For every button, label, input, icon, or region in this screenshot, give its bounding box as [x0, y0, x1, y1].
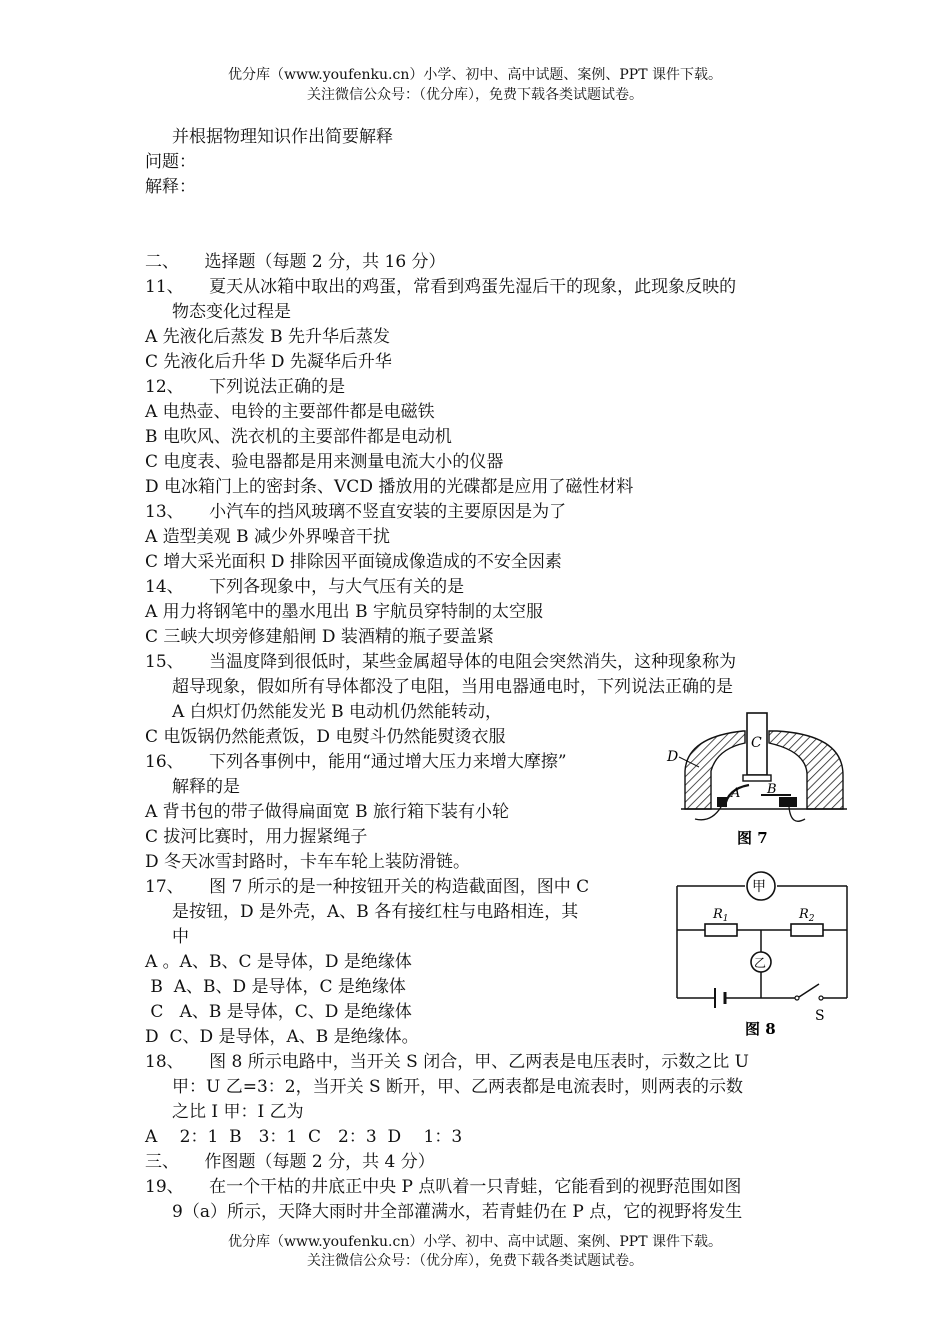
- q16-option-d: D 冬天冰雪封路时，卡车车轮上装防滑链。: [145, 852, 471, 872]
- q16-stem-cont: 解释的是: [172, 777, 240, 797]
- q11-stem-cont: 物态变化过程是: [172, 302, 291, 322]
- q12-stem: 12、 下列说法正确的是: [145, 377, 346, 397]
- q17-option-a: A 。A、B、C 是导体，D 是绝缘体: [145, 952, 412, 972]
- button-base: [743, 775, 771, 781]
- q12-option-d: D 电冰箱门上的密封条、VCD 播放用的光碟都是应用了磁性材料: [145, 477, 634, 497]
- q17-option-c: C A、B 是导体，C、D 是绝缘体: [145, 1002, 412, 1022]
- r2-label: $R_2$: [799, 907, 815, 924]
- footer-line-2: 关注微信公众号：（优分库），免费下载各类试题试卷。: [307, 1253, 643, 1269]
- q11-stem: 11、 夏天从冰箱中取出的鸡蛋，常看到鸡蛋先湿后干的现象，此现象反映的: [145, 277, 737, 297]
- q14-stem: 14、 下列各现象中，与大气压有关的是: [145, 577, 465, 597]
- q15-stem: 15、 当温度降到很低时，某些金属超导体的电阻会突然消失，这种现象称为: [145, 652, 737, 672]
- q13-options-ab: A 造型美观 B 减少外界噪音干扰: [145, 527, 390, 547]
- q15-options-cd: C 电饭锅仍然能煮饭，D 电熨斗仍然能熨烫衣服: [145, 727, 506, 747]
- q14-options-cd: C 三峡大坝旁修建船闸 D 装酒精的瓶子要盖紧: [145, 627, 494, 647]
- q14-options-ab: A 用力将钢笔中的墨水甩出 B 宇航员穿特制的太空服: [145, 602, 543, 622]
- resistor-r2: [791, 924, 823, 936]
- q13-options-cd: C 增大采光面积 D 排除因平面镜成像造成的不安全因素: [145, 552, 562, 572]
- figure-8-circuit: [665, 868, 865, 1038]
- terminal-a: [717, 797, 727, 807]
- q17-option-b: B A、B、D 是导体，C 是绝缘体: [145, 977, 406, 997]
- q16-stem: 16、 下列各事例中，能用“通过增大压力来增大摩擦”: [145, 752, 567, 772]
- q12-option-b: B 电吹风、洗衣机的主要部件都是电动机: [145, 427, 452, 447]
- label-c: C: [751, 735, 762, 751]
- switch-label: S: [815, 1008, 825, 1024]
- meter-jia-label: 甲: [752, 879, 766, 895]
- question-label: 问题：: [145, 152, 196, 172]
- q13-stem: 13、 小汽车的挡风玻璃不竖直安装的主要原因是为了: [145, 502, 567, 522]
- section-2-title: 二、 选择题（每题 2 分，共 16 分）: [145, 252, 446, 272]
- q15-options-ab: A 白炽灯仍然能发光 B 电动机仍然能转动，: [172, 702, 502, 722]
- q18-options: A 2：1 B 3：1 C 2：3 D 1：3: [145, 1127, 463, 1147]
- q12-option-c: C 电度表、验电器都是用来测量电流大小的仪器: [145, 452, 504, 472]
- intro-line: 并根据物理知识作出简要解释: [172, 127, 393, 147]
- section-3-title: 三、 作图题（每题 2 分，共 4 分）: [145, 1152, 435, 1172]
- q18-stem: 18、 图 8 所示电路中，当开关 S 闭合，甲、乙两表是电压表时，示数之比 U: [145, 1052, 749, 1072]
- resistor-r1: [705, 924, 737, 936]
- switch-contact-left: [795, 996, 799, 1000]
- explanation-label: 解释：: [145, 177, 196, 197]
- label-d: D: [667, 749, 679, 765]
- q18-stem-cont: 甲：U 乙=3：2，当开关 S 断开，甲、乙两表都是电流表时，则两表的示数: [172, 1077, 744, 1097]
- q11-options-ab: A 先液化后蒸发 B 先升华后蒸发: [145, 327, 390, 347]
- q16-options-ab: A 背书包的带子做得扁面宽 B 旅行箱下装有小轮: [145, 802, 509, 822]
- header-line-2: 关注微信公众号：（优分库），免费下载各类试题试卷。: [307, 87, 643, 103]
- q17-stem: 17、 图 7 所示的是一种按钮开关的构造截面图，图中 C: [145, 877, 590, 897]
- q12-option-a: A 电热壶、电铃的主要部件都是电磁铁: [145, 402, 435, 422]
- q17-stem-cont-2: 中: [172, 927, 189, 947]
- q15-stem-cont: 超导现象，假如所有导体都没了电阻，当用电器通电时，下列说法正确的是: [172, 677, 733, 697]
- q17-stem-cont: 是按钮，D 是外壳，A、B 各有接红柱与电路相连，其: [172, 902, 579, 922]
- label-a: A: [731, 786, 741, 801]
- q16-option-c: C 拔河比赛时，用力握紧绳子: [145, 827, 368, 847]
- figure-8-caption: 图 8: [745, 1020, 776, 1038]
- meter-yi-label: 乙: [754, 956, 767, 970]
- q19-stem-cont: 9（a）所示，天降大雨时井全部灌满水，若青蛙仍在 P 点，它的视野将发生: [172, 1202, 743, 1222]
- q19-stem: 19、 在一个干枯的井底正中央 P 点叭着一只青蛙，它能看到的视野范围如图: [145, 1177, 742, 1197]
- terminal-b: [779, 797, 797, 807]
- header-line-1: 优分库（www.youfenku.cn）小学、初中、高中试题、案例、PPT 课件下载。: [227, 67, 722, 83]
- switch-lever: [799, 984, 819, 997]
- figure-7-caption: 图 7: [737, 829, 768, 847]
- q17-option-d: D C、D 是导体，A、B 是绝缘体。: [145, 1027, 419, 1047]
- label-b: B: [767, 782, 777, 797]
- q18-stem-cont-2: 之比 I 甲：I 乙为: [172, 1102, 304, 1122]
- switch-contact-right: [819, 996, 823, 1000]
- figure-7-button-switch: [665, 703, 865, 853]
- r1-label: $R_1$: [713, 907, 729, 924]
- q11-options-cd: C 先液化后升华 D 先凝华后升华: [145, 352, 392, 372]
- footer-line-1: 优分库（www.youfenku.cn）小学、初中、高中试题、案例、PPT 课件下载。: [227, 1234, 722, 1250]
